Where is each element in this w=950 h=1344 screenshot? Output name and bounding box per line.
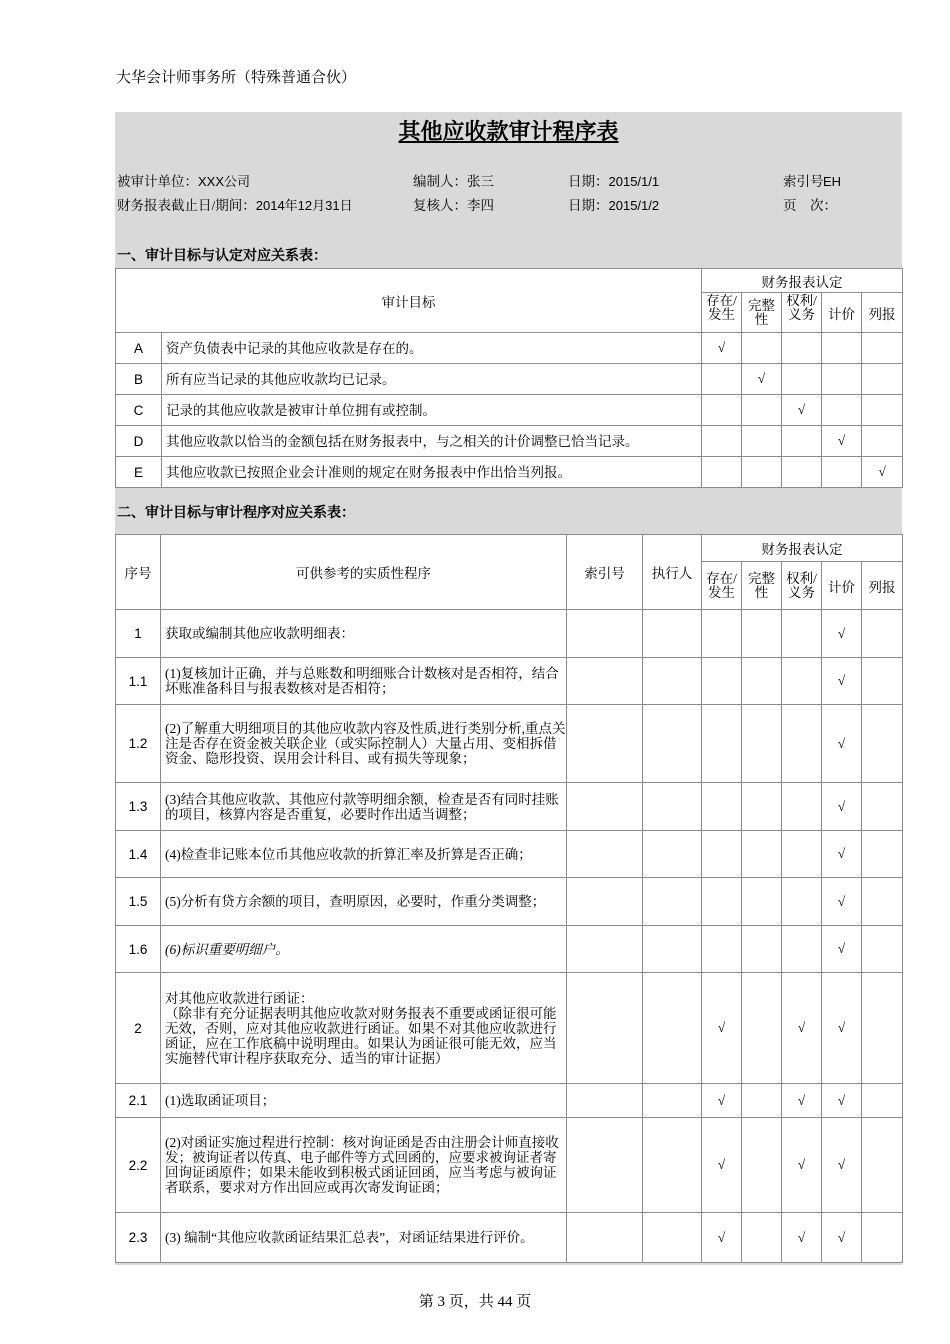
procedure-row (116, 878, 903, 926)
procedure-index (567, 783, 643, 831)
procedure-text: 获取或编制其他应收款明细表： (161, 610, 567, 658)
procedure-executor (643, 1084, 702, 1118)
index-label: 索引号 (783, 174, 823, 189)
procedure-mark (702, 658, 742, 705)
procedure-row (116, 658, 903, 705)
procedure-mark: √ (702, 1118, 742, 1213)
procedure-index (567, 831, 643, 878)
objective-code: E (116, 457, 162, 488)
procedure-mark (742, 831, 782, 878)
objective-mark (742, 333, 782, 364)
client-field (117, 170, 250, 190)
procedure-index (567, 1213, 643, 1263)
procedure-mark (702, 831, 742, 878)
assertion-existence: 存在/发生 (702, 293, 742, 333)
reviewer-value: 李四 (467, 198, 494, 213)
procedure-mark (862, 926, 903, 973)
procedure-mark (862, 1213, 903, 1263)
procedures-table (115, 534, 903, 1263)
objective-row (116, 333, 903, 364)
objective-code: A (116, 333, 162, 364)
procedure-executor (643, 705, 702, 783)
client-label: 被审计单位： (117, 174, 198, 189)
procedure-no: 2.3 (116, 1213, 161, 1263)
page-number-label: 页 次： (783, 198, 837, 213)
procedure-no: 1.4 (116, 831, 161, 878)
reviewer-label: 复核人： (413, 198, 467, 213)
objective-header: 审计目标 (116, 269, 702, 333)
procedure-mark (862, 973, 903, 1084)
objective-mark (782, 333, 822, 364)
objective-text: 其他应收款已按照企业会计准则的规定在财务报表中作出恰当列报。 (162, 457, 702, 488)
procedure-no: 1.1 (116, 658, 161, 705)
page-title: 其他应收款审计程序表 (398, 119, 619, 144)
client-value: XXX公司 (198, 174, 251, 189)
procedure-text: (4)检查非记账本位币其他应收款的折算汇率及折算是否正确； (161, 831, 567, 878)
date2-label: 日期： (568, 198, 609, 213)
procedure-text: (1)选取函证项目； (161, 1084, 567, 1118)
procedure-row (116, 926, 903, 973)
objective-row (116, 426, 903, 457)
objective-code: D (116, 426, 162, 457)
procedure-mark (862, 783, 903, 831)
procedure-mark (782, 926, 822, 973)
procedure-row (116, 783, 903, 831)
procedure-index (567, 973, 643, 1084)
procedure-index (567, 705, 643, 783)
procedure-row (116, 1213, 903, 1263)
procedure-mark (862, 1118, 903, 1213)
objective-row (116, 457, 903, 488)
objective-mark (782, 364, 822, 395)
reviewer-field (413, 194, 494, 214)
objective-row (116, 395, 903, 426)
procedure-mark (782, 658, 822, 705)
date1-field (568, 170, 659, 190)
procedure-no: 1.5 (116, 878, 161, 926)
procedure-executor (643, 610, 702, 658)
procedure-mark (702, 878, 742, 926)
firm-name: 大华会计师事务所（特殊普通合伙） (116, 70, 357, 86)
procedure-no: 1 (116, 610, 161, 658)
procedure-mark: √ (822, 658, 862, 705)
period-label: 财务报表截止日/期间： (117, 198, 256, 213)
assertion-presentation-2: 列报 (862, 562, 903, 610)
procedure-executor (643, 1213, 702, 1263)
procedure-mark: √ (822, 926, 862, 973)
period-value: 2014年12月31日 (255, 198, 353, 213)
procedure-mark (862, 878, 903, 926)
procedure-row (116, 831, 903, 878)
procedure-index (567, 1118, 643, 1213)
assertion-header: 财务报表认定 (702, 269, 903, 293)
assertion-rights-2: 权利/义务 (782, 562, 822, 610)
date2-field (568, 194, 659, 214)
procedure-text: (2)对函证实施过程进行控制：核对询证函是否由注册会计师直接收发；被询证者以传真、电子邮件等方式回函的，应要求被询证者寄回询证函原件；如果未能收到积极式函证回函，应当考虑与被询证者联系，要求对方作出回应或再次寄发询证函； (161, 1118, 567, 1213)
procedure-index (567, 658, 643, 705)
procedure-mark (742, 610, 782, 658)
procedure-executor (643, 1118, 702, 1213)
procedure-mark (742, 878, 782, 926)
objective-mark (702, 364, 742, 395)
procedure-mark: √ (822, 1213, 862, 1263)
index-value: EH (823, 174, 842, 189)
procedure-mark (742, 1084, 782, 1118)
procedure-mark: √ (822, 705, 862, 783)
objective-mark (862, 364, 903, 395)
procedure-mark (742, 705, 782, 783)
procedure-mark: √ (822, 1084, 862, 1118)
page-number-field (783, 194, 837, 214)
preparer-field (413, 170, 494, 190)
procedure-mark (862, 1084, 903, 1118)
procedure-text: (3)结合其他应收款、其他应付款等明细余额，检查是否有同时挂账的项目，核算内容是否重复，必要时作出适当调整； (161, 783, 567, 831)
no-header: 序号 (116, 535, 161, 610)
procedure-mark (702, 926, 742, 973)
procedure-mark (742, 783, 782, 831)
procedure-header: 可供参考的实质性程序 (161, 535, 567, 610)
procedure-mark (782, 705, 822, 783)
objective-mark (822, 457, 862, 488)
section2-title: 二、审计目标与审计程序对应关系表： (117, 506, 355, 521)
assertion-header-2: 财务报表认定 (702, 535, 903, 562)
procedure-row (116, 1118, 903, 1213)
index-field (783, 170, 841, 190)
objective-mark: √ (702, 333, 742, 364)
procedure-row (116, 705, 903, 783)
procedure-mark: √ (822, 831, 862, 878)
procedure-mark: √ (782, 973, 822, 1084)
procedure-mark: √ (822, 610, 862, 658)
procedure-mark (782, 783, 822, 831)
procedure-mark: √ (822, 973, 862, 1084)
objective-mark: √ (862, 457, 903, 488)
procedure-mark (742, 973, 782, 1084)
objective-mark (862, 333, 903, 364)
preparer-value: 张三 (467, 174, 494, 189)
procedure-no: 2.2 (116, 1118, 161, 1213)
procedure-executor (643, 658, 702, 705)
assertion-valuation-2: 计价 (822, 562, 862, 610)
procedure-text: (5)分析有贷方余额的项目，查明原因，必要时，作重分类调整； (161, 878, 567, 926)
objective-mark (742, 395, 782, 426)
date1-label: 日期： (568, 174, 609, 189)
procedure-executor (643, 926, 702, 973)
procedure-text: (2)了解重大明细项目的其他应收款内容及性质,进行类别分析,重点关注是否存在资金被关联企业（或实际控制人）大量占用、变相拆借资金、隐形投资、误用会计科目、或有损失等现象； (161, 705, 567, 783)
procedure-mark (782, 610, 822, 658)
objective-mark: √ (782, 395, 822, 426)
objective-mark (782, 457, 822, 488)
objective-text: 资产负债表中记录的其他应收款是存在的。 (162, 333, 702, 364)
objective-mark (702, 457, 742, 488)
procedure-row (116, 973, 903, 1084)
objective-text: 所有应当记录的其他应收款均已记录。 (162, 364, 702, 395)
date2-value: 2015/1/2 (608, 198, 660, 213)
objective-text: 记录的其他应收款是被审计单位拥有或控制。 (162, 395, 702, 426)
procedure-mark (862, 658, 903, 705)
procedure-executor (643, 831, 702, 878)
procedure-mark: √ (702, 1084, 742, 1118)
procedure-index (567, 1084, 643, 1118)
objective-mark (742, 426, 782, 457)
objective-mark (822, 395, 862, 426)
objective-mark (862, 426, 903, 457)
procedure-no: 2 (116, 973, 161, 1084)
procedure-executor (643, 973, 702, 1084)
procedure-mark: √ (822, 878, 862, 926)
worksheet (115, 112, 902, 1265)
objective-mark (862, 395, 903, 426)
objective-mark: √ (822, 426, 862, 457)
assertion-completeness-2: 完整性 (742, 562, 782, 610)
procedure-index (567, 926, 643, 973)
procedure-mark (702, 610, 742, 658)
objective-mark (822, 333, 862, 364)
assertion-valuation: 计价 (822, 293, 862, 333)
procedure-mark (862, 705, 903, 783)
procedure-mark: √ (782, 1118, 822, 1213)
objective-mark (702, 395, 742, 426)
procedure-index (567, 878, 643, 926)
procedure-mark: √ (822, 1118, 862, 1213)
date1-value: 2015/1/1 (608, 174, 660, 189)
procedure-executor (643, 783, 702, 831)
procedure-mark: √ (822, 783, 862, 831)
assertion-existence-2: 存在/发生 (702, 562, 742, 610)
procedure-mark (862, 831, 903, 878)
procedure-text: (6)标识重要明细户。 (161, 926, 567, 973)
procedure-mark (702, 783, 742, 831)
procedure-text: (3) 编制“其他应收款函证结果汇总表”，对函证结果进行评价。 (161, 1213, 567, 1263)
procedure-text: (1)复核加计正确，并与总账数和明细账合计数核对是否相符，结合坏账准备科目与报表数核对是否相符； (161, 658, 567, 705)
procedure-mark (742, 926, 782, 973)
procedure-index (567, 610, 643, 658)
preparer-label: 编制人： (413, 174, 467, 189)
procedure-row (116, 610, 903, 658)
procedure-mark: √ (702, 1213, 742, 1263)
objective-code: B (116, 364, 162, 395)
page-footer: 第 3 页，共 44 页 (418, 1294, 532, 1310)
executor-header: 执行人 (643, 535, 702, 610)
assertion-presentation: 列报 (862, 293, 903, 333)
objective-mark: √ (742, 364, 782, 395)
objectives-table (115, 268, 903, 488)
procedure-executor (643, 878, 702, 926)
procedure-row (116, 1084, 903, 1118)
objective-code: C (116, 395, 162, 426)
objective-mark (782, 426, 822, 457)
procedure-mark (742, 658, 782, 705)
procedure-mark (742, 1118, 782, 1213)
procedure-no: 1.3 (116, 783, 161, 831)
procedure-mark: √ (782, 1084, 822, 1118)
objective-mark (822, 364, 862, 395)
assertion-rights: 权利/义务 (782, 293, 822, 333)
procedure-mark (782, 878, 822, 926)
index-header: 索引号 (567, 535, 643, 610)
procedure-no: 2.1 (116, 1084, 161, 1118)
procedure-mark: √ (782, 1213, 822, 1263)
procedure-mark (702, 705, 742, 783)
procedure-mark: √ (702, 973, 742, 1084)
procedure-text: 对其他应收款进行函证： （除非有充分证据表明其他应收款对财务报表不重要或函证很可能无效，否则，应对其他应收款进行函证。如果不对其他应收款进行函证，应在工作底稿中说明理由。如果认为函证很可能无效，应当实施替代审计程序获取充分、适当的审计证据） (161, 973, 567, 1084)
procedure-no: 1.2 (116, 705, 161, 783)
section1-title: 一、审计目标与认定对应关系表： (117, 249, 327, 264)
objective-mark (702, 426, 742, 457)
procedure-mark (782, 831, 822, 878)
procedure-mark (862, 610, 903, 658)
objective-text: 其他应收款以恰当的金额包括在财务报表中，与之相关的计价调整已恰当记录。 (162, 426, 702, 457)
procedure-mark (742, 1213, 782, 1263)
procedure-no: 1.6 (116, 926, 161, 973)
period-field (117, 194, 353, 214)
objective-row (116, 364, 903, 395)
assertion-completeness: 完整性 (742, 293, 782, 333)
objective-mark (742, 457, 782, 488)
